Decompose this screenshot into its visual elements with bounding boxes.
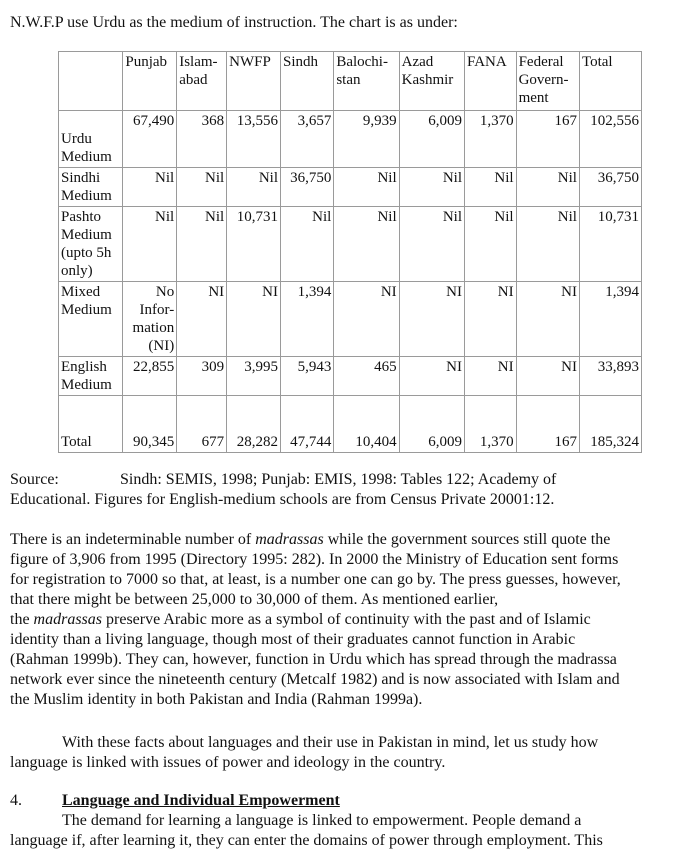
paragraph-text: The demand for learning a language is linked to empowerment. People demand a xyxy=(62,812,582,829)
section-title: Language and Individual Empowerment xyxy=(62,792,340,809)
paragraph-text: network ever since the nineteenth century (Metcalf 1982) and is now associated with Islam and xyxy=(10,671,620,688)
table-cell: No Infor- mation (NI) xyxy=(123,282,177,357)
paragraph-text: language is linked with issues of power and ideology in the country. xyxy=(10,754,446,771)
paragraph-text: There is an indeterminable number of xyxy=(10,531,256,548)
table-cell: 102,556 xyxy=(579,111,641,168)
source-note xyxy=(10,470,690,510)
table-cell: Nil xyxy=(464,168,516,207)
paragraph-text: (Rahman 1999b). They can, however, function in Urdu which has spread through the madrassa xyxy=(10,651,617,668)
table-cell: Nil xyxy=(334,168,399,207)
table-cell: 36,750 xyxy=(280,168,333,207)
table-cell: 3,995 xyxy=(227,357,281,396)
table-cell: 1,394 xyxy=(280,282,333,357)
table-cell: 1,370 xyxy=(464,396,516,453)
table-cell: 677 xyxy=(177,396,227,453)
table-cell: 6,009 xyxy=(399,396,464,453)
row-label: Pashto Medium (upto 5h only) xyxy=(59,207,123,282)
table-cell: Nil xyxy=(227,168,281,207)
paragraph-text: With these facts about languages and their use in Pakistan in mind, let us study how xyxy=(62,734,599,751)
column-header: Azad Kashmir xyxy=(399,52,464,111)
table-row xyxy=(59,357,642,396)
column-header: Sindh xyxy=(280,52,333,111)
row-label: Sindhi Medium xyxy=(59,168,123,207)
row-label: English Medium xyxy=(59,357,123,396)
column-header: Punjab xyxy=(123,52,177,111)
table-cell: 1,394 xyxy=(579,282,641,357)
table-total-row xyxy=(59,396,642,453)
table-cell: Nil xyxy=(399,207,464,282)
table-cell: 3,657 xyxy=(280,111,333,168)
table-row xyxy=(59,111,642,168)
paragraph-text: figure of 3,906 from 1995 (Directory 1995: 282). In 2000 the Ministry of Education sent forms xyxy=(10,551,619,568)
table-cell: NI xyxy=(227,282,281,357)
source-text-line-2: Educational. Figures for English-medium schools are from Census Private 20001:12. xyxy=(10,491,555,508)
column-header: NWFP xyxy=(227,52,281,111)
intro-sentence: N.W.F.P use Urdu as the medium of instruction. The chart is as under: xyxy=(10,14,458,31)
table-cell: NI xyxy=(399,357,464,396)
table-cell: 28,282 xyxy=(227,396,281,453)
table-cell: Nil xyxy=(516,207,579,282)
table-cell: 6,009 xyxy=(399,111,464,168)
paragraph-text: while the government sources still quote the xyxy=(323,531,611,548)
paragraph-empowerment xyxy=(10,811,695,851)
table-cell: Nil xyxy=(464,207,516,282)
table-cell: 33,893 xyxy=(579,357,641,396)
table-cell: 9,939 xyxy=(334,111,399,168)
table-cell: 47,744 xyxy=(280,396,333,453)
table-cell: 309 xyxy=(177,357,227,396)
table-cell: Nil xyxy=(399,168,464,207)
table-cell: Nil xyxy=(177,207,227,282)
table-cell: Nil xyxy=(516,168,579,207)
table-cell: 10,404 xyxy=(334,396,399,453)
section-number: 4. xyxy=(10,792,22,809)
table-cell: NI xyxy=(399,282,464,357)
column-header: Islam- abad xyxy=(177,52,227,111)
table-header-row xyxy=(59,52,642,111)
row-label: Mixed Medium xyxy=(59,282,123,357)
paragraph-text: identity than a living language, though most of their graduates cannot function in Arabic xyxy=(10,631,576,648)
table-row xyxy=(59,282,642,357)
table-cell: 185,324 xyxy=(579,396,641,453)
table-cell: NI xyxy=(177,282,227,357)
table-cell: 13,556 xyxy=(227,111,281,168)
column-header: Balochi- stan xyxy=(334,52,399,111)
source-text-line-1: Sindh: SEMIS, 1998; Punjab: EMIS, 1998: Tables 122; Academy of xyxy=(120,471,557,488)
paragraph-text: language if, after learning it, they can enter the domains of power through employment. This xyxy=(10,832,603,849)
table-cell: 5,943 xyxy=(280,357,333,396)
column-header: Total xyxy=(579,52,641,111)
table-cell: NI xyxy=(516,357,579,396)
table-cell: NI xyxy=(464,357,516,396)
table-cell: 465 xyxy=(334,357,399,396)
table-cell: 368 xyxy=(177,111,227,168)
table-cell: Nil xyxy=(123,168,177,207)
paragraph-text: that there might be between 25,000 to 30,000 of them. As mentioned earlier, xyxy=(10,591,499,608)
table-cell: 167 xyxy=(516,111,579,168)
source-label: Source: xyxy=(10,471,59,488)
paragraph-text: preserve Arabic more as a symbol of continuity with the past and of Islamic xyxy=(102,611,591,628)
paragraph-text: the Muslim identity in both Pakistan and India (Rahman 1999a). xyxy=(10,691,423,708)
table-cell: Nil xyxy=(177,168,227,207)
table-cell: 1,370 xyxy=(464,111,516,168)
table-cell: 167 xyxy=(516,396,579,453)
table-cell: 10,731 xyxy=(227,207,281,282)
column-header: FANA xyxy=(464,52,516,111)
table-cell: NI xyxy=(516,282,579,357)
table-row xyxy=(59,168,642,207)
table-cell: 67,490 xyxy=(123,111,177,168)
section-heading xyxy=(10,791,695,811)
paragraph-transition xyxy=(10,733,695,773)
row-label: Total xyxy=(59,396,123,453)
paragraph-text: for registration to 7000 so that, at least, is a number one can go by. The press guesses, however, xyxy=(10,571,621,588)
medium-of-instruction-table xyxy=(58,51,642,453)
paragraph-madrassas xyxy=(10,530,695,710)
table-cell: 22,855 xyxy=(123,357,177,396)
italic-term: madrassas xyxy=(255,531,324,548)
column-header: Federal Govern- ment xyxy=(516,52,579,111)
italic-term: madrassas xyxy=(33,611,103,628)
table-cell: Nil xyxy=(123,207,177,282)
table-cell: 10,731 xyxy=(579,207,641,282)
table-cell: 36,750 xyxy=(579,168,641,207)
table-cell: Nil xyxy=(280,207,333,282)
table-cell: NI xyxy=(464,282,516,357)
row-label: Urdu Medium xyxy=(59,111,123,168)
table-cell: 90,345 xyxy=(123,396,177,453)
table-cell: NI xyxy=(334,282,399,357)
paragraph-text: the xyxy=(10,611,34,628)
header-corner-cell xyxy=(59,52,123,111)
table-row xyxy=(59,207,642,282)
table-cell: Nil xyxy=(334,207,399,282)
